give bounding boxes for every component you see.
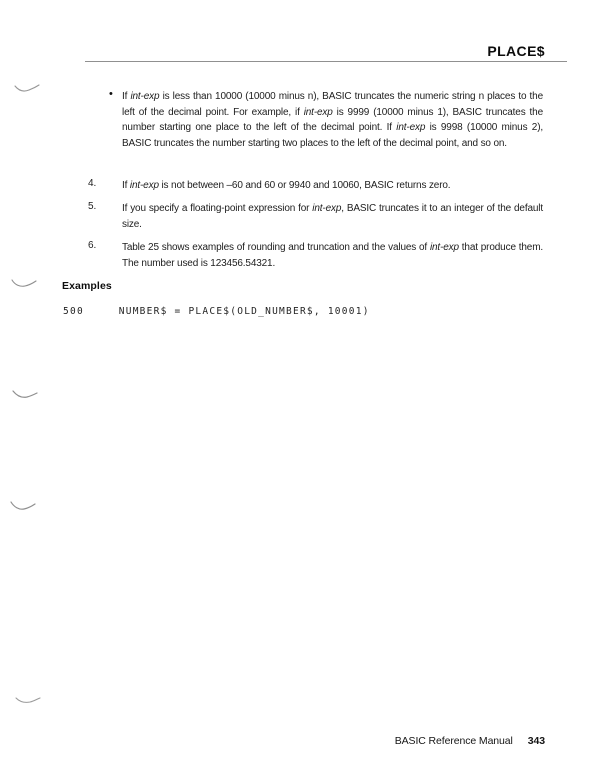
footer-manual-title: BASIC Reference Manual <box>394 735 513 747</box>
footer-page-number: 343 <box>527 735 545 747</box>
numbered-item-4 <box>88 178 543 194</box>
header-rule <box>85 61 567 62</box>
bullet-paragraph: If int-exp is less than 10000 (10000 minus n), BASIC truncates the numeric string n places to the left of the decimal point. For example, if int-exp is 9999 (10000 minus 1), BASIC truncates the number starting one place to the left of the decimal point. If int-exp is 9998 (10000 minus 2), BASIC truncates the number starting two places to the left of the decimal point, and so on. <box>122 91 544 149</box>
margin-scan-artifact <box>12 389 38 401</box>
item-number: 5. <box>88 201 97 212</box>
margin-scan-artifact <box>15 695 41 707</box>
page-title: PLACE$ <box>487 43 545 59</box>
numbered-item-6 <box>88 240 543 271</box>
numbered-item-5 <box>88 201 543 232</box>
bullet-marker: • <box>109 88 113 100</box>
examples-heading: Examples <box>62 280 112 292</box>
page-footer <box>395 735 545 747</box>
example-code-line: 500 NUMBER$ = PLACE$(OLD_NUMBER$, 10001) <box>63 306 370 317</box>
margin-scan-artifact <box>14 83 40 95</box>
item-number: 6. <box>88 240 97 251</box>
margin-scan-artifact <box>10 500 36 512</box>
item-number: 4. <box>88 178 97 189</box>
item-text: If you specify a floating-point expression for int-exp, BASIC truncates it to an integer of the default size. <box>122 203 543 230</box>
item-text: If int-exp is not between –60 and 60 or 9940 and 10060, BASIC returns zero. <box>122 180 451 191</box>
margin-scan-artifact <box>11 278 37 290</box>
item-text: Table 25 shows examples of rounding and truncation and the values of int-exp that produce them. The number used is 123456.54321. <box>122 242 544 269</box>
bullet-item <box>109 89 543 151</box>
